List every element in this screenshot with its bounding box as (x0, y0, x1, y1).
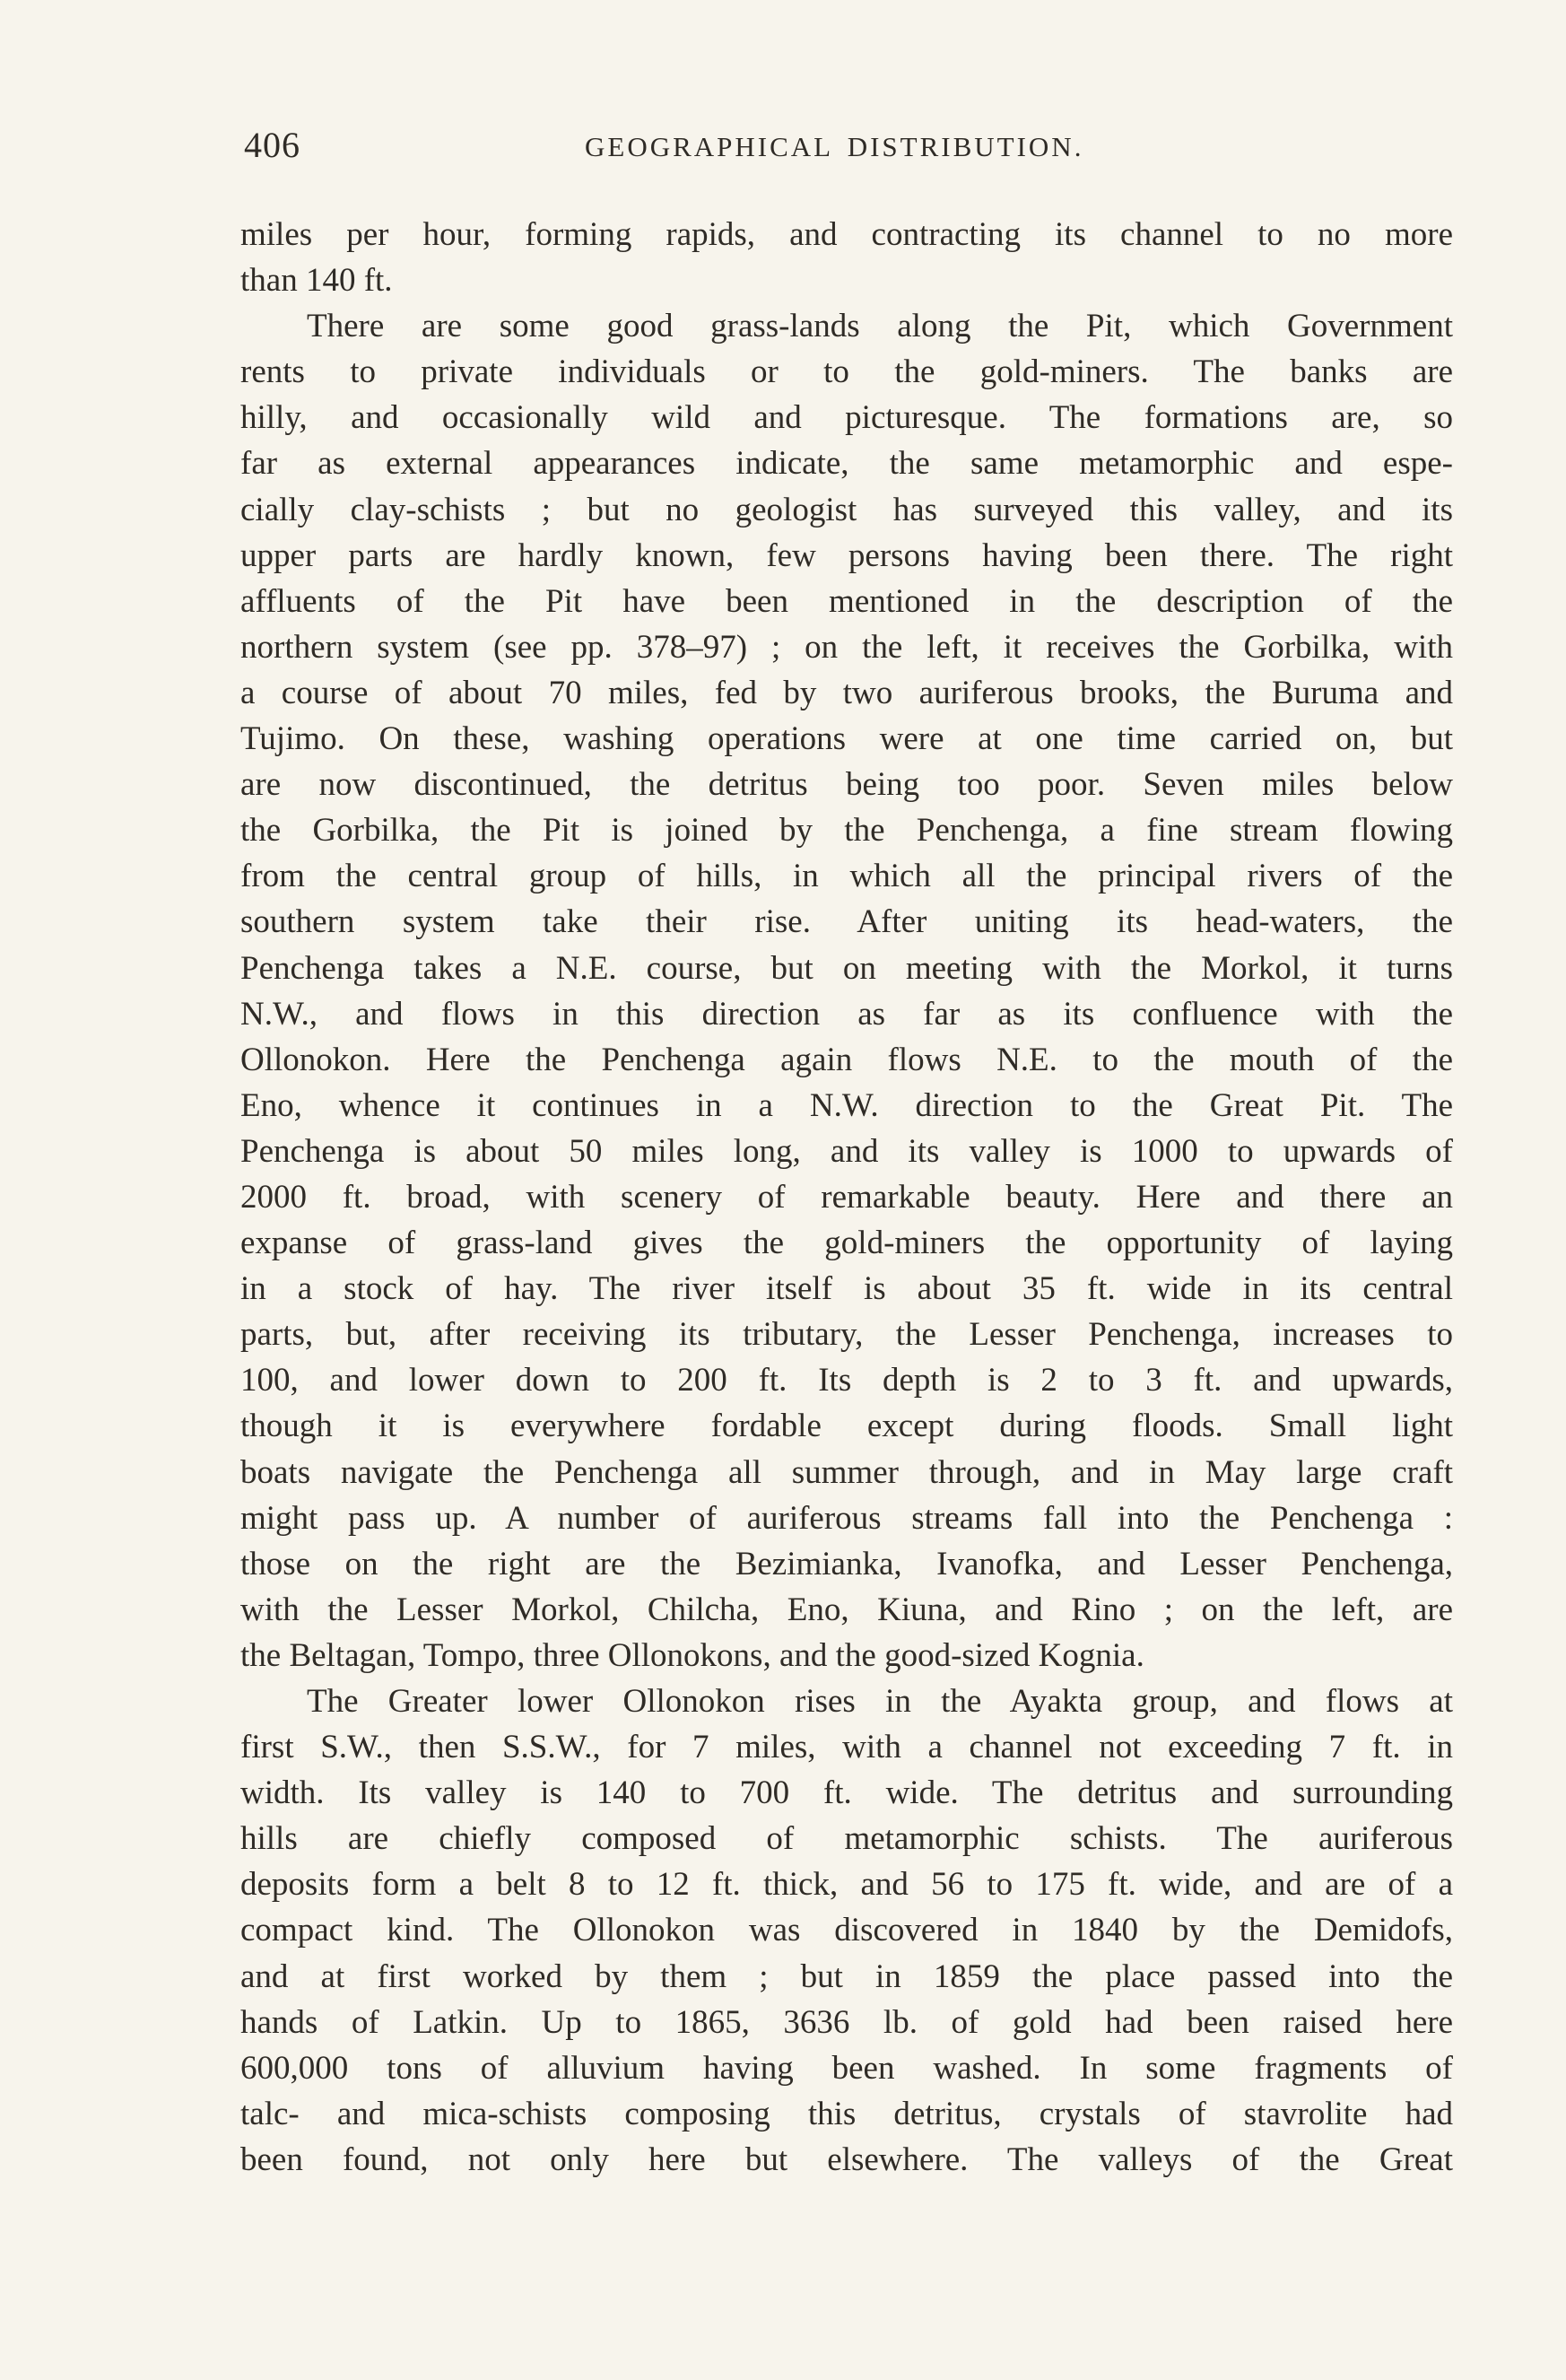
text-line: upper parts are hardly known, few persons having been there. The right (240, 536, 1453, 574)
text-line: width. Its valley is 140 to 700 ft. wide. The detritus and surrounding (240, 1774, 1453, 1812)
body-text (240, 212, 1453, 2183)
text-line: though it is everywhere fordable except during floods. Small light (240, 1408, 1453, 1445)
text-line: 600,000 tons of alluvium having been washed. In some fragments of (240, 2049, 1453, 2087)
text-line: Eno, whence it continues in a N.W. direction to the Great Pit. The (240, 1086, 1453, 1124)
text-line: There are some good grass-lands along the Pit, which Government (307, 308, 1453, 345)
text-line: N.W., and flows in this direction as far as its confluence with the (240, 995, 1453, 1033)
text-line: expanse of grass-land gives the gold-miners the opportunity of laying (240, 1225, 1453, 1262)
text-line: those on the right are the Bezimianka, Ivanofka, and Lesser Penchenga, (240, 1545, 1453, 1582)
text-line: in a stock of hay. The river itself is about 35 ft. wide in its central (240, 1270, 1453, 1308)
text-line: and at first worked by them ; but in 1859 the place passed into the (240, 1957, 1453, 1995)
page-number: 406 (244, 125, 300, 165)
text-line: cially clay-schists ; but no geologist has surveyed this valley, and its (240, 491, 1453, 528)
page-header (244, 124, 1446, 178)
text-line: hands of Latkin. Up to 1865, 3636 lb. of gold had been raised here (240, 2003, 1453, 2041)
running-head: GEOGRAPHICAL DISTRIBUTION. (585, 131, 1084, 162)
text-line: 100, and lower down to 200 ft. Its depth is 2 to 3 ft. and upwards, (240, 1362, 1453, 1399)
text-line: the Gorbilka, the Pit is joined by the Penchenga, a fine stream flowing (240, 812, 1453, 850)
text-line: been found, not only here but elsewhere. The valleys of the Great (240, 2140, 1453, 2178)
text-line: with the Lesser Morkol, Chilcha, Eno, Kiuna, and Rino ; on the left, are (240, 1591, 1453, 1628)
text-line: northern system (see pp. 378–97) ; on the left, it receives the Gorbilka, with (240, 628, 1453, 666)
text-line: boats navigate the Penchenga all summer through, and in May large craft (240, 1453, 1453, 1491)
text-line: hills are chiefly composed of metamorphic schists. The auriferous (240, 1820, 1453, 1858)
text-line: Penchenga is about 50 miles long, and its valley is 1000 to upwards of (240, 1132, 1453, 1170)
text-line: southern system take their rise. After uniting its head-waters, the (240, 903, 1453, 941)
text-line: The Greater lower Ollonokon rises in the Ayakta group, and flows at (307, 1683, 1453, 1720)
text-line: miles per hour, forming rapids, and contracting its channel to no more (240, 216, 1453, 253)
text-line: Ollonokon. Here the Penchenga again flows N.E. to the mouth of the (240, 1041, 1453, 1078)
text-line: 2000 ft. broad, with scenery of remarkable beauty. Here and there an (240, 1178, 1453, 1216)
text-line: the Beltagan, Tompo, three Ollonokons, and the good-sized Kognia. (240, 1636, 1144, 1674)
text-line: a course of about 70 miles, fed by two auriferous brooks, the Buruma and (240, 674, 1453, 711)
text-line: might pass up. A number of auriferous streams fall into the Penchenga : (240, 1499, 1453, 1537)
text-line: affluents of the Pit have been mentioned in the description of the (240, 582, 1453, 620)
text-line: hilly, and occasionally wild and picturesque. The formations are, so (240, 399, 1453, 437)
text-line: parts, but, after receiving its tributary, the Lesser Penchenga, increases to (240, 1316, 1453, 1354)
text-line: far as external appearances indicate, the same metamorphic and espe- (240, 445, 1453, 483)
text-line: talc- and mica-schists composing this detritus, crystals of stavrolite had (240, 2095, 1453, 2132)
text-line: are now discontinued, the detritus being too poor. Seven miles below (240, 766, 1453, 804)
text-line: from the central group of hills, in which all the principal rivers of the (240, 858, 1453, 895)
text-line: first S.W., then S.S.W., for 7 miles, with a channel not exceeding 7 ft. in (240, 1729, 1453, 1766)
text-line: Tujimo. On these, washing operations were at one time carried on, but (240, 720, 1453, 758)
text-line: compact kind. The Ollonokon was discovered in 1840 by the Demidofs, (240, 1912, 1453, 1949)
text-line: than 140 ft. (240, 262, 393, 300)
text-line: deposits form a belt 8 to 12 ft. thick, and 56 to 175 ft. wide, and are of a (240, 1866, 1453, 1904)
text-line: rents to private individuals or to the gold-miners. The banks are (240, 353, 1453, 391)
text-line: Penchenga takes a N.E. course, but on meeting with the Morkol, it turns (240, 949, 1453, 987)
